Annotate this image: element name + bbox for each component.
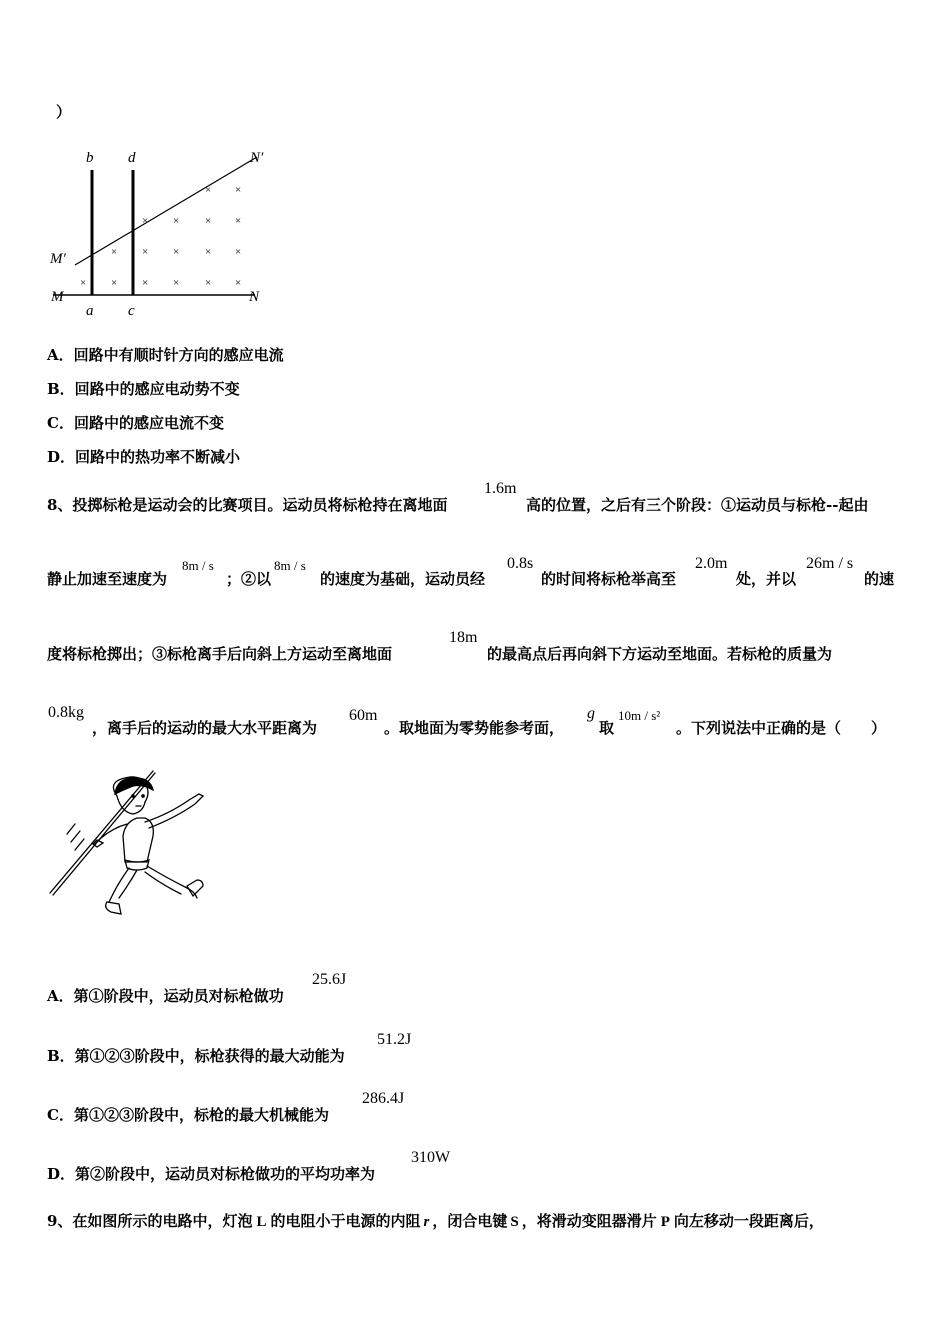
field-cross-mark: × xyxy=(142,277,149,289)
q8-value-m: 0.8kg xyxy=(48,704,84,721)
q8-option-d-text: D．第②阶段中，运动员对标枪做功的平均功率为 xyxy=(47,1165,376,1183)
q8-line4-b: 。取地面为零势能参考面， xyxy=(384,719,565,737)
q8-line4-d: 。下列说法中正确的是（ ） xyxy=(676,719,887,737)
prev-option-d: D．回路中的热功率不断减小 xyxy=(47,448,241,466)
field-cross-mark: × xyxy=(173,246,180,258)
field-cross-mark: × xyxy=(111,246,118,258)
field-cross-mark: × xyxy=(80,277,87,289)
q8-line4-a: ，离手后的运动的最大水平距离为 xyxy=(92,719,318,737)
label-m: M xyxy=(51,289,64,305)
prev-option-a: A．回路中有顺时针方向的感应电流 xyxy=(47,346,284,364)
question-9 xyxy=(47,1210,824,1231)
q9-s: S xyxy=(510,1214,519,1230)
q8-line3-b: 的最高点后再向斜下方运动至地面。若标枪的质量为 xyxy=(487,645,833,663)
q8-value-h3: 18m xyxy=(449,629,478,646)
q8-option-b-value: 51.2J xyxy=(377,1031,412,1048)
q8-option-a-text: A．第①阶段中，运动员对标枪做功 xyxy=(47,987,284,1005)
magnetic-field-figure xyxy=(45,145,285,320)
label-m-prime: M′ xyxy=(50,251,66,267)
q8-line2-e: 处，并以 xyxy=(736,570,797,588)
q8-line4-c: 取 xyxy=(599,719,615,737)
q8-value-h2: 2.0m xyxy=(695,555,728,572)
field-cross-mark: × xyxy=(111,277,118,289)
field-cross-mark: × xyxy=(235,277,242,289)
field-cross-mark: × xyxy=(235,246,242,258)
q8-line1-a: 8、投掷标枪是运动会的比赛项目。运动员将标枪持在离地面 xyxy=(47,496,448,514)
label-b: b xyxy=(86,150,94,166)
field-cross-mark: × xyxy=(235,184,242,196)
field-cross-mark: × xyxy=(173,215,180,227)
q9-l: L xyxy=(256,1214,267,1230)
field-cross-mark: × xyxy=(142,246,149,258)
q9-r: r xyxy=(423,1214,430,1230)
label-n: N xyxy=(249,289,260,305)
magnetic-field-crosses xyxy=(80,184,241,289)
q9-text-c: ，闭合电键 xyxy=(432,1212,508,1230)
q8-line2-c: 的速度为基础，运动员经 xyxy=(320,570,486,588)
prev-option-b: B．回路中的感应电动势不变 xyxy=(47,380,240,398)
q8-value-x: 60m xyxy=(349,707,378,724)
javelin-thrower-figure xyxy=(45,768,220,918)
field-cross-mark: × xyxy=(142,215,149,227)
label-d: d xyxy=(128,150,136,166)
field-cross-mark: × xyxy=(235,215,242,227)
q8-line2-d: 的时间将标枪举高至 xyxy=(541,570,677,588)
q8-option-c-value: 286.4J xyxy=(362,1090,405,1107)
field-cross-mark: × xyxy=(205,246,212,258)
q8-value-gval: 10m / s² xyxy=(618,708,661,723)
field-cross-mark: × xyxy=(173,277,180,289)
q8-line2-f: 的速 xyxy=(864,570,895,588)
q8-line2-a: 静止加速至速度为 xyxy=(47,570,168,588)
field-cross-mark: × xyxy=(205,215,212,227)
q8-option-b-text: B．第①②③阶段中，标枪获得的最大动能为 xyxy=(47,1047,345,1065)
q8-value-26: 26m / s xyxy=(806,555,854,572)
q9-text-e: 向左移动一段距离后， xyxy=(673,1212,824,1230)
q8-line3-a: 度将标枪掷出；③标枪离手后向斜上方运动至离地面 xyxy=(47,645,393,663)
q8-value-8ms-b: 8m / s xyxy=(274,558,306,573)
q8-option-a-value: 25.6J xyxy=(312,971,347,988)
q9-text-d: ，将滑动变阻器滑片 xyxy=(521,1212,657,1230)
q9-text-a: 9、在如图所示的电路中，灯泡 xyxy=(47,1212,253,1230)
label-n-prime: N′ xyxy=(250,150,264,166)
q8-option-c-text: C．第①②③阶段中，标枪的最大机械能为 xyxy=(47,1106,329,1124)
label-a: a xyxy=(86,303,94,319)
q8-line2-b: ；②以 xyxy=(226,570,272,588)
q9-p: P xyxy=(660,1214,670,1230)
q9-text-b: 的电阻小于电源的内阻 xyxy=(270,1212,421,1230)
q8-value-8ms-a: 8m / s xyxy=(182,558,214,573)
field-cross-mark: × xyxy=(205,184,212,196)
q8-value-t: 0.8s xyxy=(507,555,534,572)
label-c: c xyxy=(128,303,135,319)
prev-option-c: C．回路中的感应电流不变 xyxy=(47,414,224,432)
q8-option-d-value: 310W xyxy=(411,1149,451,1166)
closing-paren: ） xyxy=(56,103,72,121)
field-cross-mark: × xyxy=(205,277,212,289)
q8-line1-b: 高的位置，之后有三个阶段：①运动员与标枪--起由 xyxy=(526,496,869,514)
q8-value-g: g xyxy=(587,705,595,722)
q8-value-h1: 1.6m xyxy=(484,480,517,497)
